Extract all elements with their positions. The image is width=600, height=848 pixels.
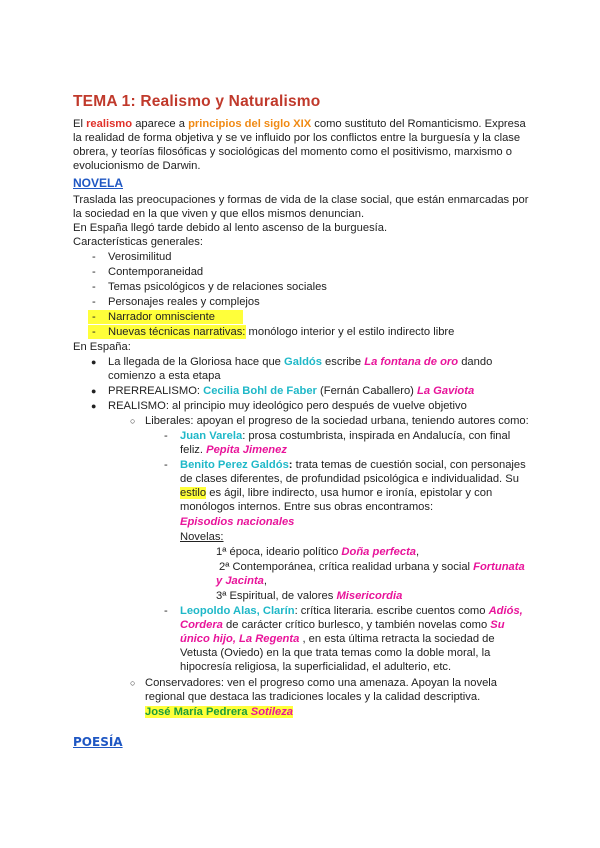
intro-line-4: evolucionismo de Darwin.: [73, 160, 201, 172]
list-item: Nuevas técnicas narrativas: monólogo interior y el estilo indirecto libre: [108, 326, 455, 338]
list-item: Contemporaneidad: [108, 266, 204, 278]
novela-heading[interactable]: NOVELA: [73, 176, 124, 190]
clarin-line-5: hipocresía religiosa, la superficialidad, el adulterio, etc.: [180, 661, 452, 673]
novela-line-2: la sociedad en la que viven y que ellos mismos denuncian.: [73, 208, 365, 220]
galdos-line-1: Benito Perez Galdós: trata temas de cuestión social, con personajes: [180, 459, 526, 471]
pereda-line: José María Pedrera Sotileza: [145, 706, 294, 718]
intro-line-2: la realidad de forma objetiva y se ve influido por los conflictos entre la burguesía y la clase: [73, 132, 521, 144]
intro-line-1: El realismo aparece a principios del siglo XIX como sustituto del Romanticismo. Expresa: [73, 118, 526, 130]
list-item: Narrador omnisciente: [108, 311, 215, 323]
page-title: TEMA 1: Realismo y Naturalismo: [73, 93, 321, 110]
intro-line-3: obrera, y teorías filosóficas y sociológicas del momento como el positivismo, marxismo o: [73, 146, 512, 158]
galdos-line-3: estilo es ágil, libre indirecto, usa humor e ironía, epistolar y con: [180, 487, 493, 499]
liberales-line: Liberales: apoyan el progreso de la sociedad urbana, teniendo autores como:: [145, 415, 529, 427]
galdos-line-2: de clases diferentes, de profundidad psicológica e individualidad. Su: [180, 473, 519, 485]
list-item: Verosimilitud: [108, 251, 172, 263]
circle-bullet: ○: [130, 416, 136, 426]
work-episodios: Episodios nacionales: [180, 516, 295, 528]
circle-bullet: ○: [130, 678, 136, 688]
bullet-gloriosa-cont: comienzo a esta etapa: [108, 370, 221, 382]
list-item: Temas psicológicos y de relaciones sociales: [108, 281, 327, 293]
conservadores-line-2: regional que destaca las tradiciones locales y la calidad descriptiva.: [145, 691, 481, 703]
galdos-line-4: monólogos internos. Entre sus obras encontramos:: [180, 501, 434, 513]
list-dash: -: [92, 281, 96, 293]
clarin-line-3: único hijo, La Regenta , en esta última retracta la sociedad de: [180, 633, 495, 645]
valera-line-1: Juan Varela: prosa costumbrista, inspirada en Andalucía, con final: [180, 430, 511, 442]
epoca-1: 1ª época, ideario político Doña perfecta,: [216, 546, 420, 558]
bullet: ●: [91, 386, 97, 396]
list-dash: -: [164, 605, 168, 617]
list-dash: -: [164, 459, 168, 471]
valera-line-2: feliz. Pepita Jimenez: [180, 444, 287, 456]
bullet: ●: [91, 401, 97, 411]
novelas-label: Novelas:: [180, 531, 224, 543]
novela-line-3: En España llegó tarde debido al lento ascenso de la burguesía.: [73, 222, 388, 234]
epoca-2: 2ª Contemporánea, crítica realidad urbana y social Fortunata: [219, 561, 525, 573]
epoca-2-cont: y Jacinta,: [216, 575, 267, 587]
list-dash: -: [164, 430, 168, 442]
bullet-realismo: REALISMO: al principio muy ideológico pero después de vuelve objetivo: [108, 400, 467, 412]
list-dash: -: [92, 296, 96, 308]
clarin-line-4: Vetusta (Oviedo) en la que trata temas como la doble moral, la: [180, 647, 491, 659]
caracteristicas-label: Características generales:: [73, 236, 203, 248]
bullet-gloriosa: La llegada de la Gloriosa hace que Galdós escribe La fontana de oro dando: [108, 356, 493, 368]
conservadores-line-1: Conservadores: ven el progreso como una amenaza. Apoyan la novela: [145, 677, 498, 689]
list-dash: -: [92, 266, 96, 278]
epoca-3: 3ª Espiritual, de valores Misericordia: [216, 590, 403, 602]
list-dash: -: [92, 326, 96, 338]
en-espana-label: En España:: [73, 341, 131, 353]
novela-line-1: Traslada las preocupaciones y formas de vida de la clase social, que están enmarcadas por: [73, 194, 529, 206]
bullet: ●: [91, 357, 97, 367]
bullet-prerrealismo: PRERREALISMO: Cecilia Bohl de Faber (Fernán Caballero) La Gaviota: [108, 385, 475, 397]
clarin-line-1: Leopoldo Alas, Clarín: crítica literaria. escribe cuentos como Adiós,: [180, 605, 523, 617]
list-item: Personajes reales y complejos: [108, 296, 260, 308]
list-dash: -: [92, 311, 96, 323]
list-dash: -: [92, 251, 96, 263]
clarin-line-2: Cordera de carácter crítico burlesco, y también novelas como Su: [180, 619, 505, 631]
poesia-heading[interactable]: POESÍA: [73, 735, 123, 749]
